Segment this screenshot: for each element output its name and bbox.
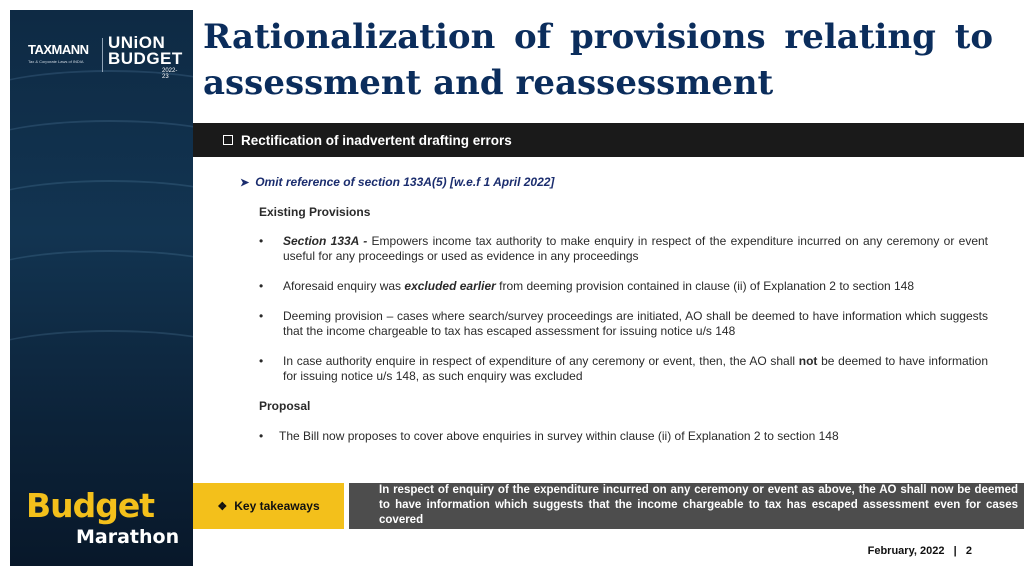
list-item-text — [283, 279, 988, 294]
budget-year: 2022-23 — [162, 68, 178, 80]
emphasis: excluded earlier — [404, 279, 496, 293]
list-item-body: In case authority enquire in respect of expenditure of any ceremony or event, then, the AO shall — [283, 354, 799, 368]
sub-heading — [240, 175, 554, 189]
publisher-tagline: Tax & Corporate Laws of INDIA — [28, 59, 84, 64]
wave-decoration — [10, 250, 193, 310]
list-item-text: Deeming provision – cases where search/survey proceedings are initiated, AO shall be deemed to have information which suggests that the income chargeable to tax has escaped assessment for issuing notice u/s 148 — [283, 309, 988, 338]
sub-heading-text: Omit reference of section 133A(5) [w.e.f 1 April 2022] — [255, 175, 555, 189]
checkbox-bullet-icon — [223, 135, 233, 145]
list-item-text: The Bill now proposes to cover above enquiries in survey within clause (ii) of Explanation 2 to section 148 — [279, 429, 839, 443]
budget-marathon-logo-line1: Budget — [26, 486, 155, 525]
brand-logo — [24, 32, 184, 82]
wave-decoration — [10, 120, 193, 180]
page-number: 2 — [965, 545, 972, 557]
key-takeaways-text: Key takeaways — [234, 499, 320, 513]
budget-marathon-logo-line2: Marathon — [76, 526, 180, 548]
bullet-dot: • — [259, 309, 264, 323]
section-heading-bar — [193, 123, 1024, 157]
emphasis: not — [798, 354, 818, 368]
arrow-bullet-icon: ➤ — [240, 177, 250, 189]
bullet-dot: • — [259, 429, 264, 443]
existing-provisions-label: Existing Provisions — [259, 205, 371, 219]
bullet-dot: • — [259, 279, 264, 293]
slide-title: Rationalization of provisions relating to assessment and reassessment — [203, 17, 993, 103]
bullet-dot: • — [259, 234, 264, 248]
list-item-body: Empowers income tax authority to make enquiry in respect of the expenditure incurred on any ceremony or event useful for any proceedings or used as evidence in any proceedings — [283, 234, 988, 263]
publisher-logo: TAXMANN — [28, 42, 89, 57]
list-item-text — [283, 354, 988, 384]
section-ref: Section 133A - — [283, 234, 368, 248]
list-item-body: be deemed to have information for issuing notice u/s 148, as such enquiry was excluded — [283, 354, 988, 383]
list-item — [259, 279, 988, 294]
diamond-bullet-icon: ❖ — [217, 500, 228, 513]
wave-decoration — [10, 330, 193, 390]
proposal-label: Proposal — [259, 399, 311, 413]
list-item — [259, 309, 988, 339]
list-item-body: Aforesaid enquiry was — [283, 279, 405, 293]
footer-separator: | — [953, 545, 957, 557]
sidebar-panel — [10, 10, 193, 566]
wave-decoration — [10, 180, 193, 240]
list-item-text — [283, 234, 988, 264]
bullet-dot: • — [259, 354, 264, 368]
list-item-body: from deeming provision contained in clause (ii) of Explanation 2 to section 148 — [495, 279, 915, 293]
key-takeaways-box: In respect of enquiry of the expenditure incurred on any ceremony or event as above, the AO shall now be deemed to have information which suggests that the income chargeable to tax has escaped assessment even for cases covered — [349, 483, 1024, 529]
union-budget-logo-line2: BUDGET — [108, 49, 183, 68]
union-budget-logo-line1: UNiON — [108, 33, 166, 52]
key-takeaways-label — [193, 483, 344, 529]
list-item — [259, 354, 988, 384]
footer — [868, 545, 972, 557]
list-item — [259, 234, 988, 264]
section-heading: Rectification of inadvertent drafting errors — [241, 132, 512, 148]
logo-divider — [102, 38, 103, 72]
footer-date: February, 2022 — [867, 545, 945, 557]
list-item — [259, 429, 988, 444]
